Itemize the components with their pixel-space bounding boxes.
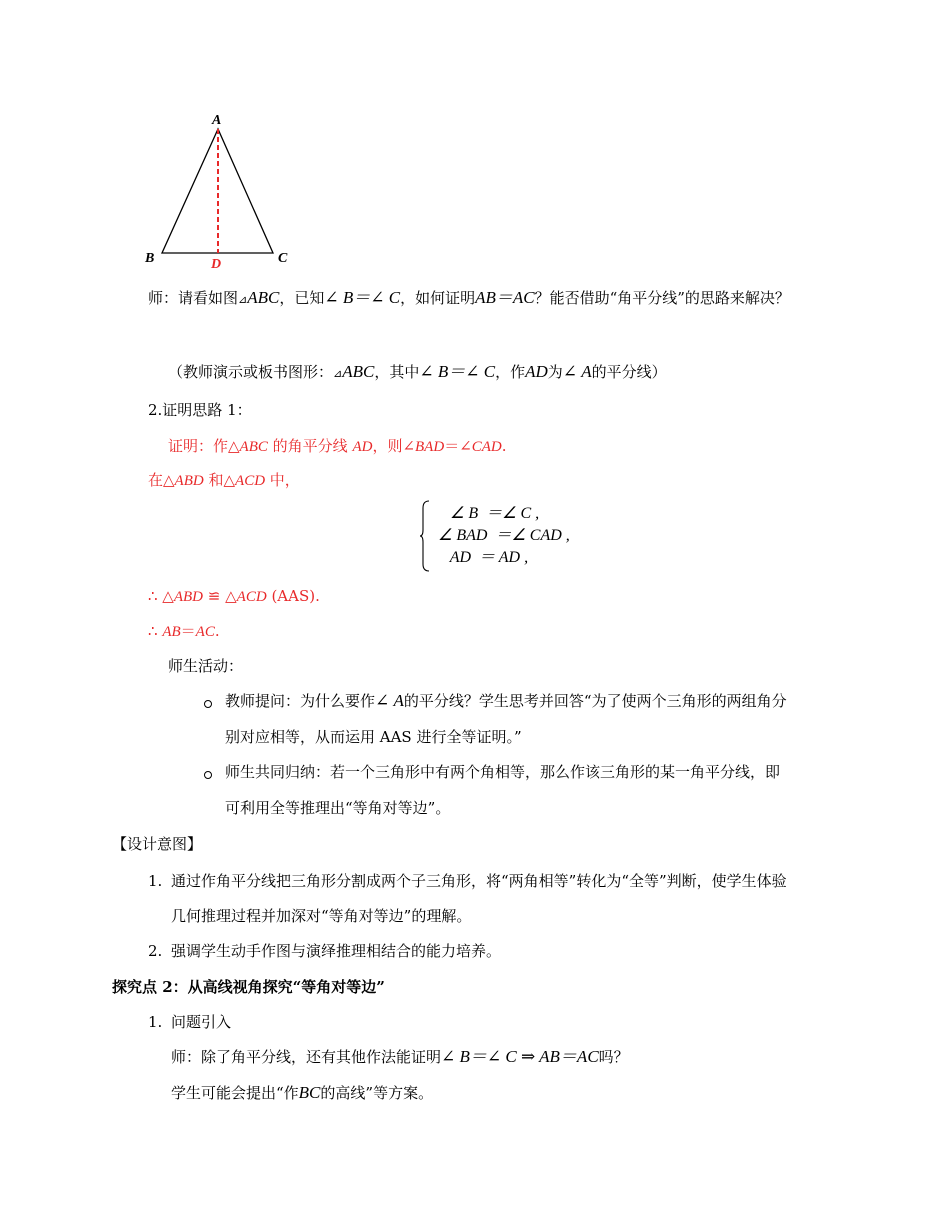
equation-system [420,500,590,572]
equation-row-3: AD ＝ AD , [438,549,529,566]
equation-row-2: ∠ BAD ＝∠ CAD , [438,527,570,544]
triangle-symbol: ⊿ [333,367,343,380]
explore-point-title: 探究点 2：从高线视角探究“等角对等边” [112,978,385,996]
design-item-2: 强调学生动手作图与演绎推理相结合的能力培养。 [171,942,502,960]
explore-student-answer: 学生可能会提出“作BC的高线”等方案。 [171,1083,434,1102]
label-c: C [278,251,288,266]
label-b: B [145,251,155,266]
activity-bullet-2-line-2: 可利用全等推理出“等角对等边”。 [225,799,451,817]
teacher-demo-note: （教师演示或板书图形：⊿ABC，其中∠ B＝∠ C，作AD为∠ A的平分线） [168,362,667,381]
equation-row-1: ∠ B ＝∠ C , [438,505,540,522]
label-a: A [212,113,222,128]
proof-line-2: 在△ABD 和△ACD 中， [148,471,300,489]
activity-title: 师生活动： [168,657,244,675]
activity-bullet-1-line-1: 教师提问：为什么要作∠ A的平分线？学生思考并回答“为了使两个三角形的两组角分 [225,691,787,710]
bullet-icon [204,771,212,779]
activity-bullet-1-line-2: 别对应相等，从而运用 AAS 进行全等证明。” [225,728,522,746]
explore-teacher-question: 师：除了角平分线，还有其他作法能证明∠ B＝∠ C ⇒ AB＝AC吗？ [171,1047,629,1066]
triangle-figure [130,105,300,275]
equal-sides-conclusion: ∴ AB＝AC. [148,622,220,640]
design-item-1-line-2: 几何推理过程并加深对“等角对等边”的理解。 [171,907,472,925]
bullet-icon [204,700,212,708]
teacher-question: 师：请看如图⊿ABC，已知∠ B＝∠ C，如何证明AB＝AC？能否借助“角平分线”的思路来解决？ [148,288,790,307]
activity-bullet-2-line-1: 师生共同归纳：若一个三角形中有两个角相等，那么作该三角形的某一角平分线，即 [225,763,781,781]
triangle-symbol: ⊿ [238,293,248,306]
design-intent-title: 【设计意图】 [112,835,203,853]
design-item-1-line-1: 通过作角平分线把三角形分割成两个子三角形，将“两角相等”转化为“全等”判断，使学生体验 [171,872,787,890]
design-item-number-2: 2. [148,942,163,960]
left-brace [420,500,430,572]
congruence-conclusion: ∴ △ABD ≌ △ACD (AAS). [148,587,320,605]
label-d: D [211,257,222,272]
explore-item-number-1: 1. [148,1013,163,1031]
proof-line-1: 证明：作△ABC 的角平分线 AD，则∠BAD＝∠CAD. [168,437,507,455]
explore-item-1: 问题引入 [171,1013,232,1031]
section-heading: 2.证明思路 1： [148,401,252,419]
design-item-number-1: 1. [148,872,163,890]
